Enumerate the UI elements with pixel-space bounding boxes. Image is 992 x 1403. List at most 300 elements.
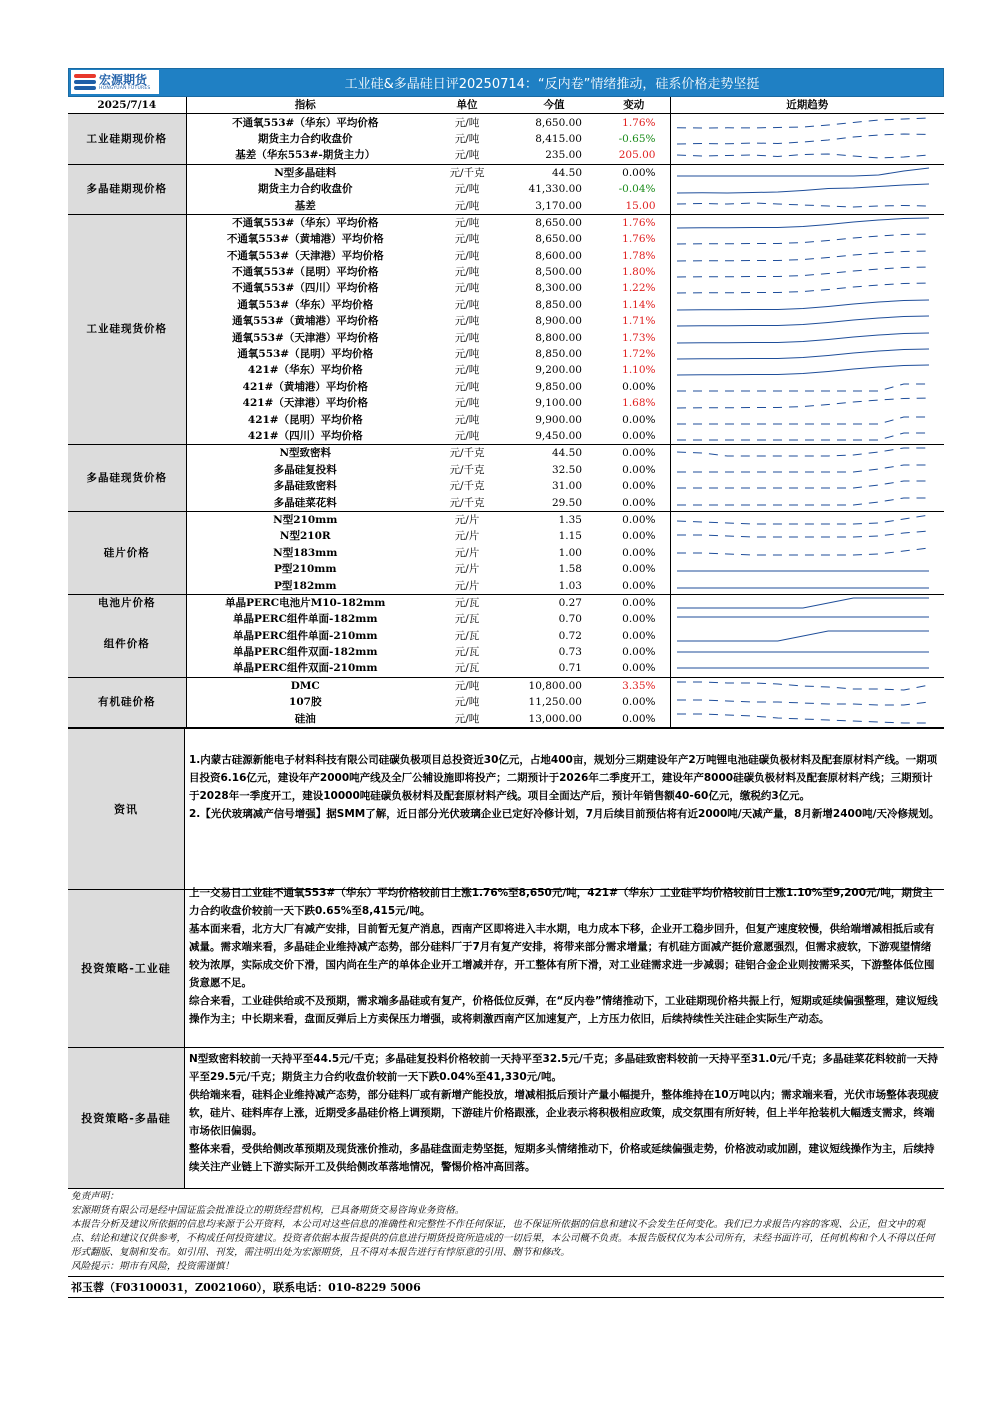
price-table [68, 97, 944, 728]
trend-line [677, 682, 929, 690]
value-cell: 9,900.00 [535, 413, 582, 426]
table-row [68, 379, 944, 395]
indicator-name: 421#（昆明）平均价格 [247, 413, 363, 426]
trend-sparkline [671, 363, 941, 377]
group-label: 有机硅价格 [68, 677, 186, 727]
trend-sparkline-cell [670, 264, 944, 280]
trend-sparkline-cell [670, 710, 944, 727]
unit-cell: 元/片 [454, 530, 480, 543]
unit-cell: 元/片 [424, 577, 510, 594]
indicator-name: 通氧553#（华东）平均价格 [237, 298, 374, 311]
trend-sparkline-cell [670, 428, 944, 445]
value-cell: 41,330.00 [528, 183, 582, 196]
value-cell: 9,200.00 [535, 364, 582, 377]
trend-sparkline [671, 347, 941, 361]
indicator-name: 421#（四川）平均价格 [186, 428, 424, 445]
value-cell: 1.35 [558, 513, 582, 526]
trend-line [677, 631, 929, 641]
table-row [68, 660, 944, 677]
unit-cell: 元/吨 [454, 233, 480, 246]
indicator-name: 单晶PERC组件双面-182mm [233, 646, 378, 659]
strategy-poly-text [185, 1048, 944, 1188]
table-row [68, 197, 944, 214]
change-cell: 3.35% [622, 679, 656, 692]
logo-mark-icon [74, 73, 96, 91]
trend-sparkline-cell [670, 181, 944, 197]
table-row [68, 528, 944, 544]
indicator-name: N型致密料 [279, 447, 332, 460]
trend-sparkline-cell [670, 694, 944, 710]
table-row [68, 644, 944, 660]
change-cell: 1.71% [622, 315, 656, 328]
value-cell: 29.50 [510, 494, 598, 511]
value-cell: 9,850.00 [535, 380, 582, 393]
strategy-paragraph: 综合来看，工业硅供给或不及预期，需求端多晶硅或有复产，价格低位反弹，在“反内卷”情绪推动下，工业硅期现价格共振上行，短期或延续偏强整理，建议短线操作为主；中长期来看，盘面反弹后上方卖保压力增强，或将刺激西南产区加速复产，上方压力依旧，后续持续性关注硅企实际生产动态。 [189, 994, 938, 1025]
value-cell: 8,850.00 [535, 348, 582, 361]
trend-line [677, 154, 929, 158]
indicator-name: 多晶硅致密料 [273, 480, 337, 493]
trend-sparkline-cell [670, 494, 944, 511]
value-cell: 9,100.00 [535, 397, 582, 410]
table-row [68, 147, 944, 164]
disclaimer-line: 免责声明： [71, 1190, 119, 1202]
value-cell: 32.50 [551, 463, 582, 476]
trend-sparkline [671, 148, 941, 162]
indicator-name: 421#（天津港）平均价格 [242, 397, 368, 410]
trend-sparkline-cell [670, 628, 944, 644]
unit-cell: 元/吨 [454, 315, 480, 328]
trend-sparkline-cell [670, 379, 944, 395]
news-item: 1.内蒙古硅源新能电子材料科技有限公司硅碳负极项目总投资近30亿元，占地400亩，规划分三期建设年产2万吨锂电池硅碳负极材料及配套原材料产线。一期项目投资6.16亿元，建设年产2000吨产线及全厂公辅设施即将投产；二期预计于2026年二季度开工，建设年产8000硅碳负极材料及配套原材料产线；三期预计于2028年一季度开工，建设10000吨硅碳负极材料及配套原材料产线。项目全面达产后，预计年销售额40-60亿元，缴税约3亿元。 [189, 753, 938, 802]
trend-sparkline [671, 331, 941, 345]
value-cell: 8,415.00 [535, 132, 582, 145]
table-row [68, 577, 944, 594]
trend-line [677, 481, 929, 488]
trend-sparkline [671, 380, 941, 394]
trend-sparkline [671, 496, 941, 510]
value-cell: 1.15 [558, 530, 582, 543]
trend-sparkline-cell [670, 644, 944, 660]
trend-sparkline-cell [670, 594, 944, 611]
trend-line [677, 118, 929, 128]
table-row [68, 428, 944, 445]
trend-sparkline-cell [670, 611, 944, 627]
trend-line [677, 700, 929, 705]
trend-sparkline [671, 314, 941, 328]
trend-sparkline [671, 479, 941, 493]
trend-sparkline-cell [670, 677, 944, 694]
change-cell: 0.00% [622, 463, 656, 476]
unit-cell: 元/吨 [454, 397, 480, 410]
table-row [68, 131, 944, 147]
trend-sparkline [671, 513, 941, 527]
trend-line [677, 433, 929, 440]
change-cell: 0.00% [622, 613, 656, 626]
change-cell: 0.00% [622, 380, 656, 393]
trend-line [677, 417, 929, 424]
table-row [68, 478, 944, 494]
value-cell: 44.50 [551, 447, 582, 460]
trend-sparkline [671, 216, 941, 230]
indicator-name: 不通氧553#（黄埔港）平均价格 [226, 233, 384, 246]
trend-sparkline [671, 116, 941, 130]
value-cell: 8,900.00 [535, 315, 582, 328]
unit-cell: 元/吨 [454, 249, 480, 262]
trend-sparkline [671, 529, 941, 543]
trend-line [677, 598, 929, 608]
indicator-name: 多晶硅复投料 [273, 463, 337, 476]
trend-line [677, 531, 929, 537]
trend-sparkline [671, 562, 941, 576]
value-cell: 11,250.00 [528, 696, 582, 709]
unit-cell: 元/吨 [454, 348, 480, 361]
news-item: 2.【光伏玻璃减产信号增强】据SMM了解，近日部分光伏玻璃企业已定好冷修计划，7月后续目前预估将有近2000吨/天减产量，8月新增2400吨/天冷修规划。 [189, 807, 940, 820]
trend-sparkline [671, 249, 941, 263]
indicator-name: 基差（华东553#-期货主力） [186, 147, 424, 164]
trend-sparkline [671, 679, 941, 693]
trend-sparkline [671, 265, 941, 279]
value-cell: 8,300.00 [535, 282, 582, 295]
trend-sparkline [671, 579, 941, 593]
group-label: 电池片价格 [68, 594, 186, 611]
table-row [68, 264, 944, 280]
table-row [68, 445, 944, 462]
change-cell: 0.00% [622, 696, 656, 709]
change-cell: 15.00 [598, 197, 670, 214]
trend-line [677, 184, 929, 193]
trend-sparkline-cell [670, 660, 944, 677]
report-header [68, 68, 944, 97]
value-cell: 1.03 [510, 577, 598, 594]
trend-sparkline-cell [670, 214, 944, 231]
indicator-name: 不通氧553#（昆明）平均价格 [232, 266, 379, 279]
change-cell: 0.00% [598, 494, 670, 511]
indicator-name: 107胶 [289, 696, 322, 709]
table-row [68, 561, 944, 577]
group-label: 硅片价格 [68, 511, 186, 594]
unit-cell: 元/吨 [454, 679, 480, 692]
value-cell: 8,650.00 [535, 233, 582, 246]
change-cell: 1.68% [622, 397, 656, 410]
trend-sparkline-cell [670, 511, 944, 528]
trend-sparkline [671, 413, 941, 427]
change-cell: 0.00% [622, 646, 656, 659]
indicator-name: N型183mm [273, 546, 338, 559]
trend-sparkline [671, 166, 941, 180]
trend-sparkline [671, 712, 941, 726]
trend-sparkline [671, 695, 941, 709]
value-cell: 235.00 [510, 147, 598, 164]
change-cell: 0.00% [598, 710, 670, 727]
disclaimer-line: 风险提示：期市有风险，投资需谨慎！ [71, 1260, 235, 1272]
indicator-name: 期货主力合约收盘价 [258, 132, 353, 145]
trend-sparkline-cell [670, 164, 944, 181]
table-row [68, 214, 944, 231]
value-cell: 8,800.00 [535, 331, 582, 344]
indicator-name: 单晶PERC组件双面-210mm [186, 660, 424, 677]
change-cell: 205.00 [598, 147, 670, 164]
indicator-name: 硅油 [186, 710, 424, 727]
trend-line [677, 349, 929, 359]
table-header-row [68, 97, 944, 114]
unit-cell: 元/吨 [454, 696, 480, 709]
unit-cell: 元/吨 [424, 710, 510, 727]
unit-cell: 元/吨 [454, 380, 480, 393]
group-label: 多晶硅期现价格 [68, 164, 186, 214]
value-cell: 9,450.00 [510, 428, 598, 445]
change-cell: -0.04% [618, 183, 656, 196]
change-cell: 1.22% [622, 282, 656, 295]
table-row [68, 677, 944, 694]
indicator-name: 单晶PERC组件单面-210mm [233, 629, 378, 642]
trend-line [677, 134, 929, 144]
trend-sparkline [671, 132, 941, 146]
value-cell: 13,000.00 [510, 710, 598, 727]
unit-cell: 元/千克 [449, 480, 485, 493]
trend-line [677, 365, 929, 375]
trend-sparkline [671, 446, 941, 460]
group-label: 多晶硅现货价格 [68, 445, 186, 512]
indicator-name: 单晶PERC电池片M10-182mm [225, 596, 386, 609]
value-cell: 0.71 [510, 660, 598, 677]
value-cell: 0.70 [558, 613, 582, 626]
table-row [68, 280, 944, 296]
group-label: 组件价格 [68, 611, 186, 677]
unit-cell: 元/千克 [449, 447, 485, 460]
change-cell: 1.10% [622, 364, 656, 377]
indicator-name: N型210mm [273, 513, 338, 526]
change-cell: 1.73% [622, 331, 656, 344]
strategy-paragraph: 基本面来看，北方大厂有减产安排，目前暂无复产消息，西南产区即将进入丰水期，电力成本下移，企业开工稳步回升，但复产速度较慢，供给端增减相抵后或有减量。需求端来看，多晶硅企业维持减产态势，部分硅料厂于7月有复产安排，将带来部分需求增量；有机硅方面减产挺价意愿强烈，但需求疲软，下游观望情绪较为浓厚，实际成交价下滑，国内尚在生产的单体企业开工增减并存，开工整体有所下滑，对工业硅需求进一步减弱；硅铝合金企业则按需采买，下游整体低位囤货意愿不足。 [189, 922, 935, 989]
table-row [68, 395, 944, 411]
value-cell: 3,170.00 [510, 197, 598, 214]
unit-cell: 元/瓦 [454, 629, 480, 642]
change-cell: 1.76% [622, 233, 656, 246]
trend-sparkline [671, 463, 941, 477]
trend-sparkline-cell [670, 313, 944, 329]
trend-sparkline [671, 232, 941, 246]
table-row [68, 710, 944, 727]
trend-line [677, 498, 929, 505]
table-row [68, 694, 944, 710]
trend-sparkline-cell [670, 411, 944, 427]
indicator-name: 通氧553#（黄埔港）平均价格 [232, 315, 379, 328]
value-cell: 44.50 [551, 166, 582, 179]
trend-line [677, 465, 929, 472]
value-cell: 8,850.00 [535, 298, 582, 311]
unit-cell: 元/吨 [424, 197, 510, 214]
disclaimer [68, 1188, 944, 1277]
trend-sparkline [671, 661, 941, 675]
table-row [68, 313, 944, 329]
unit-cell: 元/片 [454, 546, 480, 559]
change-cell: 0.00% [598, 428, 670, 445]
strategy-paragraph: 上一交易日工业硅不通氧553#（华东）平均价格较前日上涨1.76%至8,650元/吨，421#（华东）工业硅平均价格较前日上涨1.10%至9,200元/吨，期货主力合约收盘价较前一天下跌0.65%至8,415元/吨。 [189, 886, 933, 917]
table-row [68, 494, 944, 511]
indicator-name: 基差 [186, 197, 424, 214]
table-row [68, 231, 944, 247]
trend-line [677, 448, 929, 456]
indicator-name: 421#（华东）平均价格 [247, 364, 363, 377]
col-change: 变动 [598, 97, 670, 114]
trend-sparkline-cell [670, 561, 944, 577]
col-indicator: 指标 [186, 97, 424, 114]
unit-cell: 元/片 [454, 563, 480, 576]
unit-cell: 元/千克 [449, 166, 485, 179]
value-cell: 1.00 [558, 546, 582, 559]
unit-cell: 元/吨 [454, 216, 480, 229]
table-row [68, 545, 944, 561]
company-logo [71, 70, 159, 94]
change-cell: 1.72% [622, 348, 656, 361]
unit-cell: 元/瓦 [424, 660, 510, 677]
col-value: 今值 [510, 97, 598, 114]
indicator-name: N型多晶硅料 [274, 166, 337, 179]
value-cell: 0.27 [558, 596, 582, 609]
strategy-poly-section [68, 1047, 944, 1188]
trend-line [677, 234, 929, 244]
logo-text-en: HONGYUAN FUTURES [99, 85, 151, 91]
table-row [68, 114, 944, 131]
news-label: 资讯 [68, 729, 185, 889]
change-cell: 1.76% [622, 116, 656, 129]
table-row [68, 411, 944, 427]
table-row [68, 611, 944, 627]
unit-cell: 元/吨 [454, 331, 480, 344]
value-cell: 8,650.00 [535, 216, 582, 229]
trend-sparkline-cell [670, 362, 944, 378]
strategy-si-section [68, 886, 944, 1047]
trend-line [677, 515, 929, 524]
report-page [68, 68, 944, 1298]
trend-sparkline-cell [670, 131, 944, 147]
change-cell: 0.00% [622, 629, 656, 642]
analyst-signature: 祁玉蓉（F03100031，Z0021060），联系电话：010-8229 5006 [68, 1277, 944, 1298]
indicator-name: P型210mm [273, 563, 337, 576]
table-row [68, 628, 944, 644]
indicator-name: P型182mm [186, 577, 424, 594]
trend-line [677, 251, 929, 261]
trend-sparkline [671, 429, 941, 443]
value-cell: 1.58 [558, 563, 582, 576]
trend-line [677, 300, 929, 310]
trend-sparkline-cell [670, 528, 944, 544]
trend-sparkline [671, 396, 941, 410]
value-cell: 8,500.00 [535, 266, 582, 279]
unit-cell: 元/千克 [424, 494, 510, 511]
table-row [68, 181, 944, 197]
unit-cell: 元/吨 [454, 282, 480, 295]
change-cell: 0.00% [622, 480, 656, 493]
indicator-name: 421#（黄埔港）平均价格 [242, 380, 368, 393]
table-row [68, 346, 944, 362]
trend-line [677, 283, 929, 293]
news-section [68, 728, 944, 889]
strategy-paragraph: 供给端来看，硅料企业维持减产态势，部分硅料厂或有新增产能投放，增减相抵后预计产量小幅提升，整体维持在10万吨以内；需求端来看，光伏市场整体表现疲软，硅片、硅料库存上涨，近期受多晶硅价格上调预期，下游硅片价格跟涨，企业表示将积极相应政策，成交氛围有所好转，但上半年抢装机大幅透支需求，终端市场依旧偏弱。 [189, 1088, 939, 1137]
strategy-si-text [185, 884, 944, 1047]
value-cell: 8,600.00 [535, 249, 582, 262]
trend-sparkline-cell [670, 545, 944, 561]
indicator-name: 多晶硅菜花料 [186, 494, 424, 511]
change-cell: 0.00% [622, 596, 656, 609]
table-row [68, 362, 944, 378]
strategy-si-label: 投资策略-工业硅 [68, 890, 185, 1047]
trend-line [677, 316, 929, 326]
trend-sparkline [671, 629, 941, 643]
unit-cell: 元/吨 [424, 147, 510, 164]
trend-sparkline [671, 612, 941, 626]
disclaimer-line: 本报告分析及建议所依据的信息均来源于公开资料，本公司对这些信息的准确性和完整性不作任何保证，也不保证所依据的信息和建议不会发生任何变化。我们已力求报告内容的客观、公正，但文中的观点、结论和建议仅供参考，不构成任何投资建议。投资者依据本报告提供的信息进行期货投资所造成的一切后果，本公司概不负责。本报告版权仅为本公司所有，未经书面许可，任何机构和个人不得以任何形式翻版、复制和发布。如引用、刊发，需注明出处为宏源期货，且不得对本报告进行有悖原意的引用、删节和修改。 [71, 1218, 935, 1258]
trend-sparkline-cell [670, 577, 944, 594]
change-cell: 1.76% [622, 216, 656, 229]
trend-line [677, 398, 929, 408]
unit-cell: 元/片 [454, 513, 480, 526]
value-cell: 10,800.00 [528, 679, 582, 692]
strategy-paragraph: N型致密料较前一天持平至44.5元/千克；多晶硅复投料价格较前一天持平至32.5元/千克；多晶硅致密料较前一天持平至31.0元/千克；多晶硅菜花料较前一天持平至29.5元/千克；期货主力合约收盘价较前一天下跌0.04%至41,330元/吨。 [189, 1052, 939, 1083]
table-row [68, 329, 944, 345]
trend-sparkline-cell [670, 147, 944, 164]
indicator-name: 单晶PERC组件单面-182mm [233, 613, 378, 626]
change-cell: 0.00% [622, 546, 656, 559]
trend-sparkline-cell [670, 445, 944, 462]
indicator-name: DMC [290, 679, 320, 692]
trend-sparkline-cell [670, 231, 944, 247]
unit-cell: 元/吨 [454, 132, 480, 145]
trend-sparkline-cell [670, 462, 944, 478]
trend-sparkline [671, 298, 941, 312]
value-cell: 31.00 [551, 480, 582, 493]
unit-cell: 元/吨 [454, 116, 480, 129]
trend-sparkline-cell [670, 297, 944, 313]
unit-cell: 元/吨 [454, 298, 480, 311]
change-cell: 0.00% [622, 513, 656, 526]
change-cell: -0.65% [618, 132, 656, 145]
group-label: 工业硅期现价格 [68, 114, 186, 164]
trend-sparkline-cell [670, 280, 944, 296]
indicator-name: 通氧553#（天津港）平均价格 [232, 331, 379, 344]
trend-line [677, 384, 929, 391]
trend-sparkline-cell [670, 248, 944, 264]
trend-line [677, 548, 929, 555]
indicator-name: 期货主力合约收盘价 [258, 183, 353, 196]
unit-cell: 元/吨 [454, 364, 480, 377]
indicator-name: 不通氧553#（天津港）平均价格 [226, 249, 384, 262]
value-cell: 0.73 [558, 646, 582, 659]
trend-line [677, 218, 929, 228]
table-row [68, 462, 944, 478]
indicator-name: N型210R [279, 530, 331, 543]
unit-cell: 元/吨 [454, 266, 480, 279]
strategy-poly-label: 投资策略-多晶硅 [68, 1048, 185, 1188]
change-cell: 0.00% [598, 577, 670, 594]
trend-sparkline-cell [670, 478, 944, 494]
group-label: 工业硅现货价格 [68, 214, 186, 444]
table-row [68, 594, 944, 611]
value-cell: 8,650.00 [535, 116, 582, 129]
change-cell: 0.00% [622, 563, 656, 576]
change-cell: 0.00% [622, 166, 656, 179]
table-row [68, 511, 944, 528]
unit-cell: 元/瓦 [454, 596, 480, 609]
trend-line [677, 203, 929, 207]
change-cell: 0.00% [622, 447, 656, 460]
trend-line [677, 714, 929, 723]
table-row [68, 248, 944, 264]
change-cell: 1.78% [622, 249, 656, 262]
trend-sparkline [671, 645, 941, 659]
trend-sparkline [671, 199, 941, 213]
indicator-name: 不通氧553#（四川）平均价格 [232, 282, 379, 295]
